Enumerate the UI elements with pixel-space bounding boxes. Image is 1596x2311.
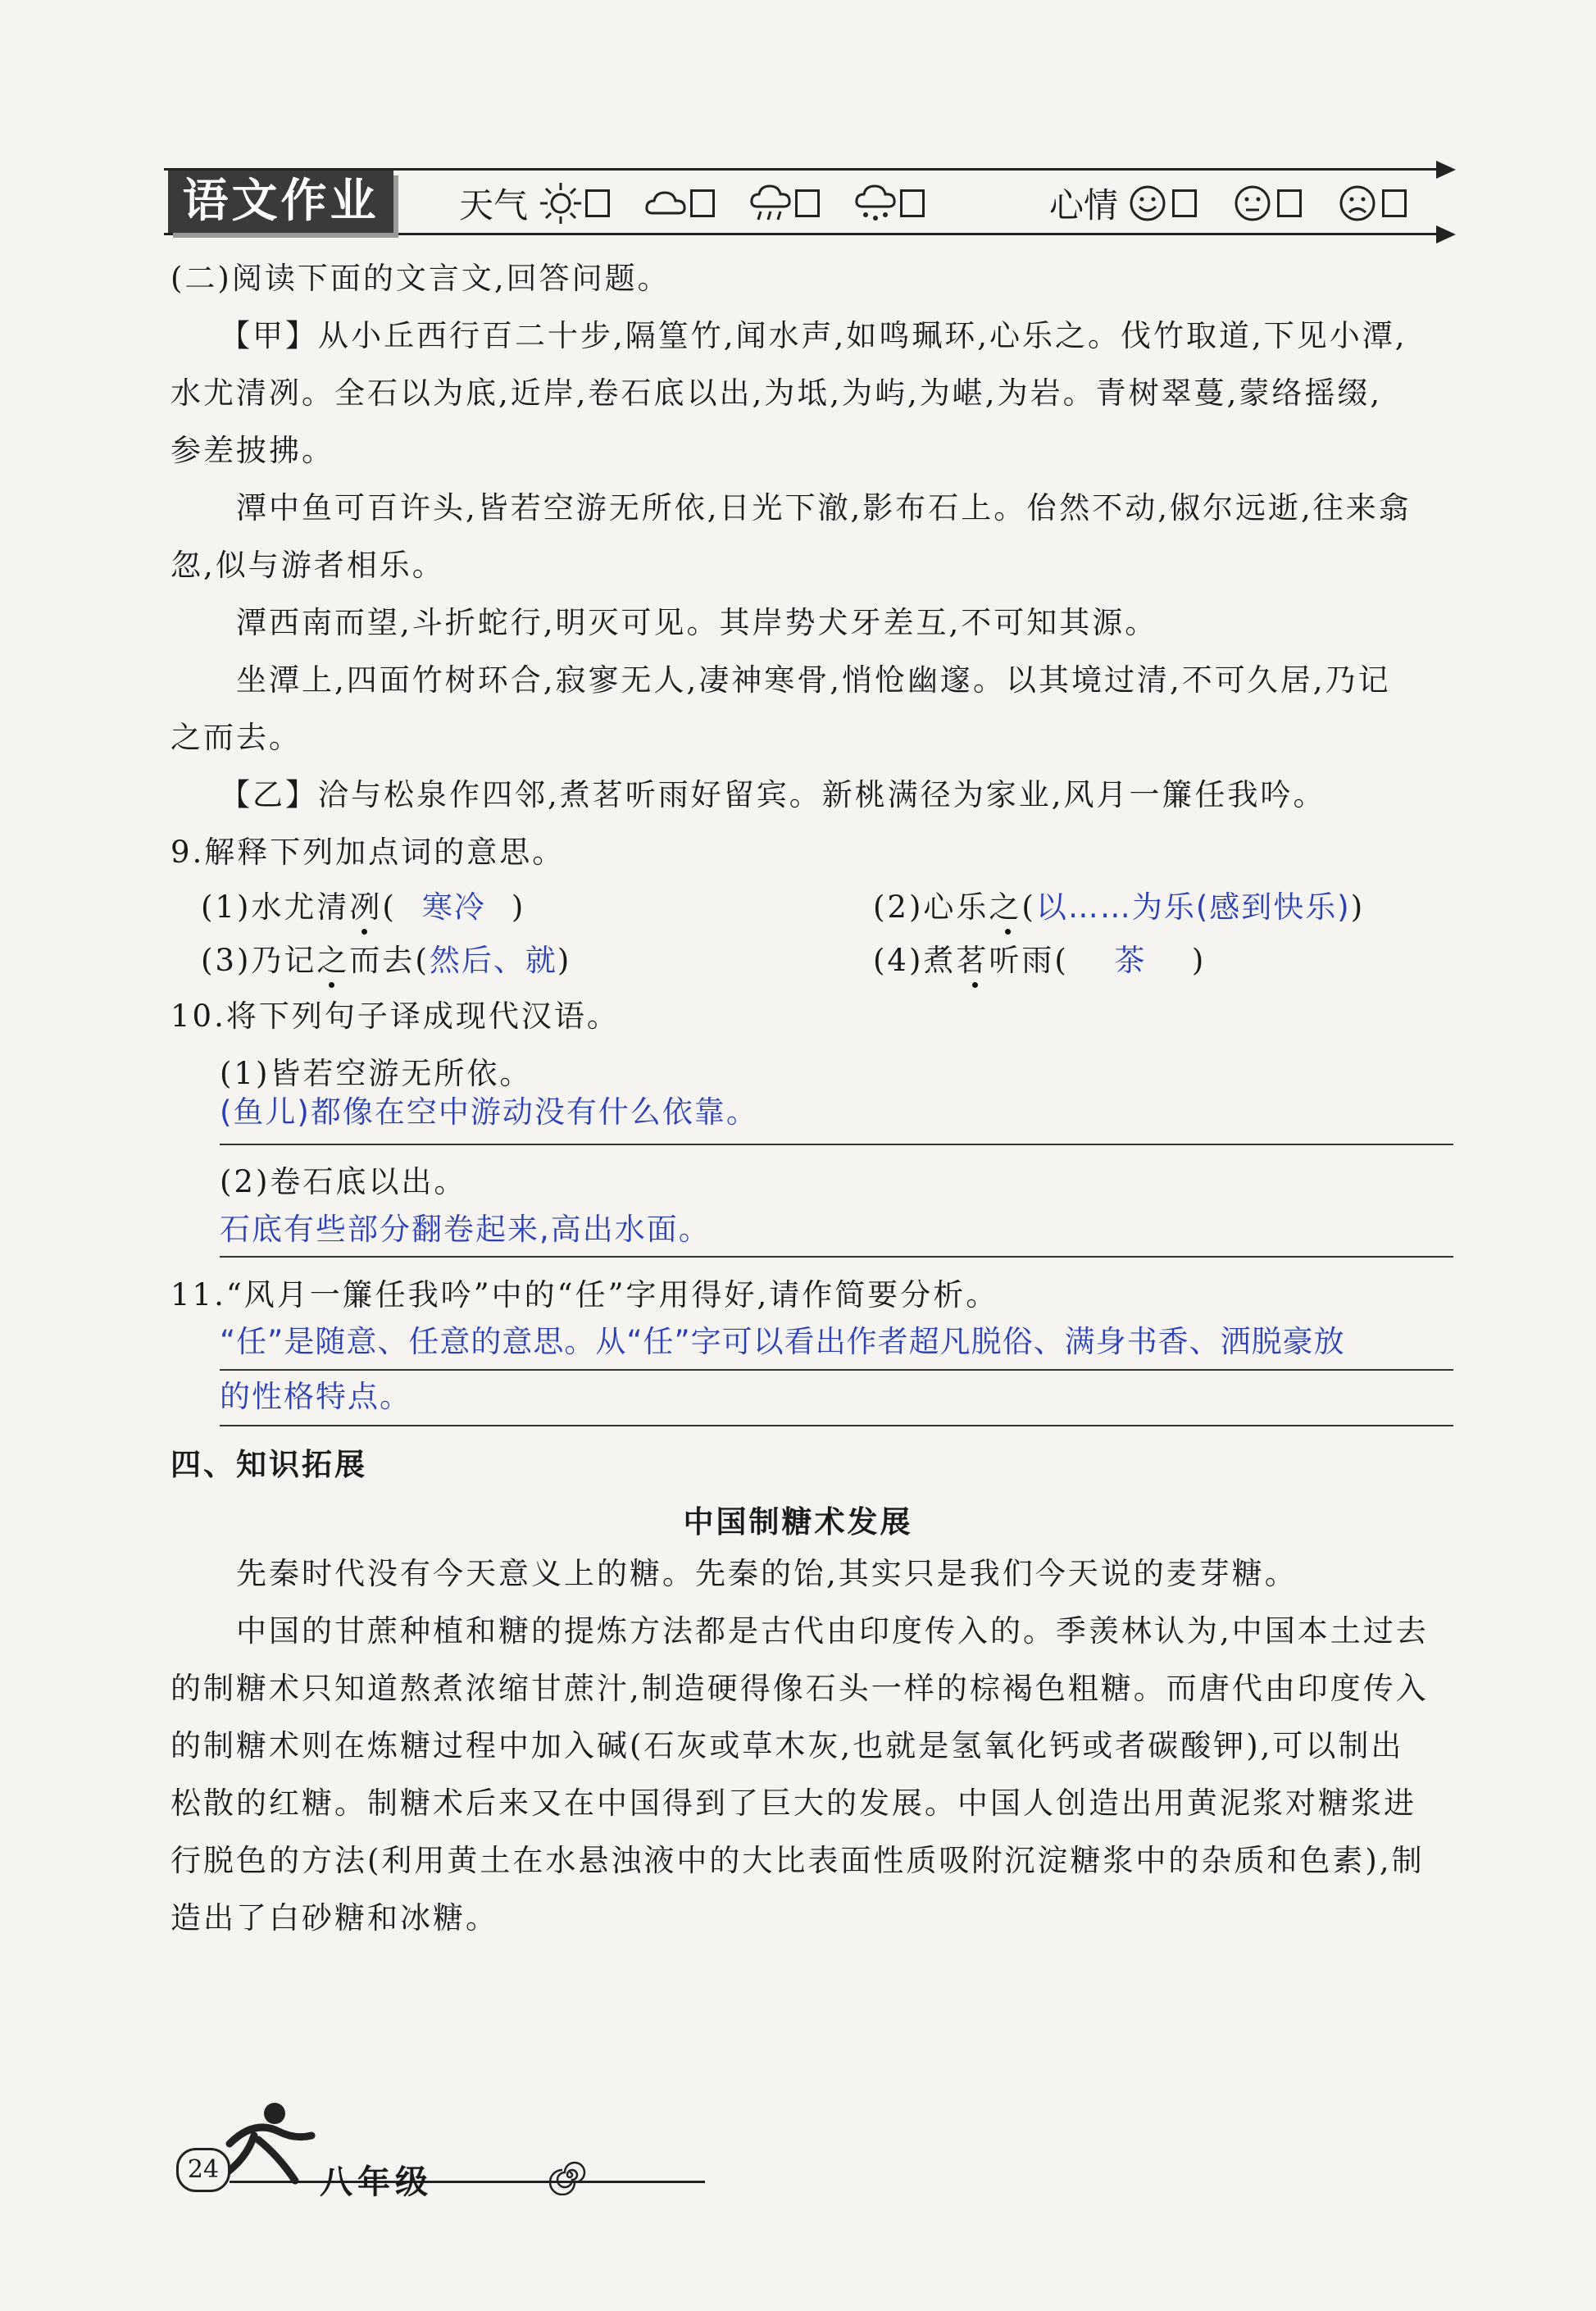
- section-2-title: (二)阅读下面的文言文,回答问题。: [171, 261, 671, 296]
- q9-item-4: [873, 943, 1206, 979]
- article-title: 中国制糖术发展: [683, 1504, 913, 1540]
- header-rule-bottom: [164, 233, 1443, 235]
- q9-item-1-text: (1)水尤清冽(: [201, 889, 397, 925]
- sun-icon: [538, 180, 584, 226]
- emphasis-dot: [1005, 929, 1011, 935]
- header-arrow-bottom: [1436, 225, 1456, 243]
- mood-sad-checkbox[interactable]: [1382, 189, 1407, 217]
- section-4-title: 四、知识拓展: [171, 1447, 367, 1482]
- q10-answer-2: 石底有些部分翻卷起来,高出水面。: [220, 1212, 711, 1247]
- passage-jia-line: 之而去。: [171, 720, 302, 755]
- q9-item-2-text: (2)心乐之(: [873, 889, 1036, 925]
- q9-item-2-answer: 以……为乐(感到快乐): [1035, 889, 1351, 925]
- emphasis-dot: [329, 982, 334, 988]
- footer-rule: [230, 2181, 705, 2183]
- weather-cloudy-checkbox[interactable]: [690, 189, 715, 217]
- spiral-icon: [549, 2154, 590, 2195]
- question-9-stem: 9.解释下列加点词的意思。: [171, 835, 566, 870]
- article-line: 松散的红糖。制糖术后来又在中国得到了巨大的发展。中国人创造出用黄泥浆对糖浆进: [171, 1786, 1416, 1821]
- article-line: 的制糖术则在炼糖过程中加入碱(石灰或草木灰,也就是氢氧化钙或者碳酸钾),可以制出: [171, 1728, 1404, 1763]
- answer-line: [220, 1144, 1453, 1145]
- grade-label: 八年级: [320, 2163, 433, 2201]
- snow-icon: [853, 180, 898, 226]
- mood-neutral-checkbox[interactable]: [1277, 189, 1302, 217]
- q9-item-2-close: ): [1350, 889, 1366, 925]
- brand-title: 语文作业: [168, 171, 393, 233]
- q10-sentence-1: (1)皆若空游无所依。: [220, 1056, 533, 1091]
- passage-jia-line: 坐潭上,四面竹树环合,寂寥无人,凄神寒骨,悄怆幽邃。以其境过清,不可久居,乃记: [236, 662, 1391, 698]
- q9-item-4-text: (4)煮茗听雨(: [873, 943, 1069, 978]
- weather-rainy-checkbox[interactable]: [795, 189, 820, 217]
- passage-jia-line: 忽,似与游者相乐。: [171, 548, 445, 583]
- weather-sunny-checkbox[interactable]: [585, 189, 610, 217]
- emphasis-dot: [972, 982, 978, 988]
- mood-label: 心情: [1049, 185, 1119, 225]
- question-11-stem: 11.“风月一簾任我吟”中的“任”字用得好,请作简要分析。: [171, 1277, 999, 1312]
- emphasis-dot: [361, 929, 367, 935]
- answer-line: [220, 1369, 1453, 1371]
- q9-item-1-answer: 寒冷: [421, 889, 486, 925]
- weather-checklist: [459, 175, 957, 232]
- weather-snowy-checkbox[interactable]: [900, 189, 925, 217]
- q10-sentence-2: (2)卷石底以出。: [220, 1164, 467, 1199]
- q9-item-1-close: ): [511, 889, 526, 925]
- passage-jia-line: 【甲】从小丘西行百二十步,隔篁竹,闻水声,如鸣珮环,心乐之。伐竹取道,下见小潭,: [220, 318, 1407, 353]
- article-line: 中国的甘蔗种植和糖的提炼方法都是古代由印度传入的。季羡林认为,中国本土过去: [236, 1613, 1429, 1649]
- passage-yi-line: 【乙】洽与松泉作四邻,煮茗听雨好留宾。新桃满径为家业,风月一簾任我吟。: [220, 777, 1326, 812]
- passage-jia-line: 潭中鱼可百许头,皆若空游无所依,日光下澈,影布石上。佁然不动,俶尔远逝,往来翕: [236, 490, 1412, 525]
- q9-item-3-text: (3)乃记之而去(: [201, 943, 430, 978]
- header-arrow-top: [1436, 161, 1456, 179]
- article-line: 行脱色的方法(利用黄土在水悬浊液中的大比表面性质吸附沉淀糖浆中的杂质和色素),制: [171, 1843, 1425, 1878]
- rain-icon: [748, 180, 793, 226]
- q9-item-1: [201, 889, 525, 926]
- answer-line: [220, 1256, 1453, 1258]
- q11-answer-line: “任”是随意、任意的意思。从“任”字可以看出作者超凡脱俗、满身书香、洒脱豪放: [220, 1324, 1345, 1359]
- q9-item-4-answer: 茶: [1114, 943, 1147, 978]
- question-10-stem: 10.将下列句子译成现代汉语。: [171, 999, 620, 1034]
- page-footer: [164, 2099, 623, 2201]
- happy-face-icon: [1125, 180, 1171, 226]
- q11-answer-line: 的性格特点。: [220, 1379, 412, 1414]
- passage-jia-line: 参差披拂。: [171, 433, 334, 468]
- article-line: 先秦时代没有今天意义上的糖。先秦的饴,其实只是我们今天说的麦芽糖。: [236, 1556, 1298, 1591]
- q9-item-3-answer: 然后、就: [429, 943, 557, 978]
- passage-jia-line: 潭西南而望,斗折蛇行,明灭可见。其岸势犬牙差互,不可知其源。: [236, 605, 1158, 640]
- page-number: 24: [176, 2148, 230, 2192]
- q9-item-3-close: ): [557, 943, 572, 978]
- sad-face-icon: [1335, 180, 1380, 226]
- neutral-face-icon: [1230, 180, 1275, 226]
- answer-line: [220, 1425, 1453, 1426]
- q9-item-2: [873, 889, 1365, 926]
- cloud-icon: [643, 180, 689, 226]
- q9-item-4-close: ): [1191, 943, 1207, 978]
- weather-label: 天气: [459, 185, 529, 225]
- passage-jia-line: 水尤清冽。全石以为底,近岸,卷石底以出,为坻,为屿,为嵁,为岩。青树翠蔓,蒙络摇缀,: [171, 375, 1383, 411]
- mood-checklist: [1049, 175, 1407, 232]
- article-line: 造出了白砂糖和冰糖。: [171, 1900, 498, 1936]
- q10-answer-1: (鱼儿)都像在空中游动没有什么依靠。: [220, 1094, 758, 1130]
- article-line: 的制糖术只知道熬煮浓缩甘蔗汁,制造硬得像石头一样的棕褐色粗糖。而唐代由印度传入: [171, 1671, 1429, 1706]
- q9-item-3: [201, 943, 571, 979]
- mood-happy-checkbox[interactable]: [1172, 189, 1197, 217]
